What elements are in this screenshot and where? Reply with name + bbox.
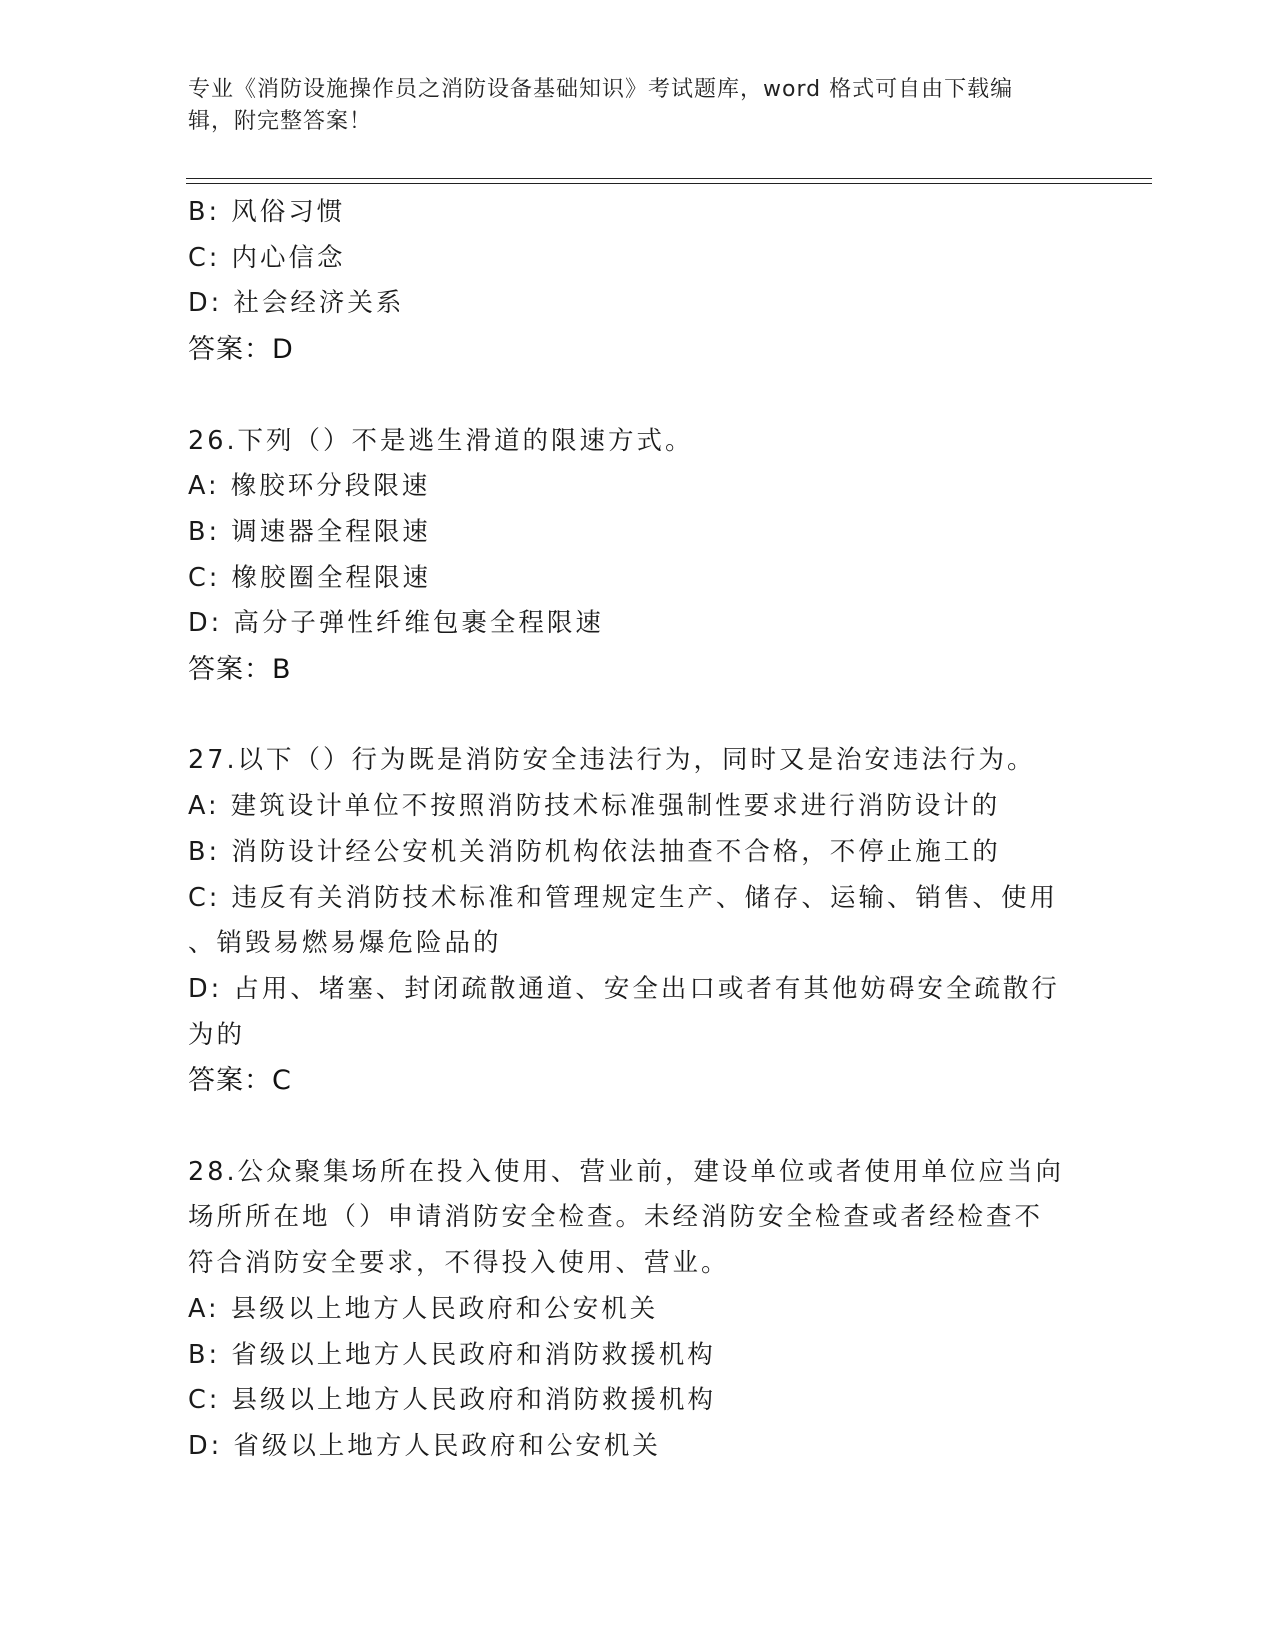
answer-line: 答案：B: [188, 654, 292, 686]
question-stem: 27.以下（）行为既是消防安全违法行为，同时又是治安违法行为。: [188, 745, 1036, 776]
option-b: B: 省级以上地方人民政府和消防救援机构: [188, 1339, 716, 1370]
option-d: D: 社会经济关系: [188, 288, 405, 319]
question-26: [188, 419, 1088, 693]
option-c: C: 橡胶圈全程限速: [188, 562, 432, 593]
question-27: [188, 738, 1088, 1104]
option-d-continued: 为的: [188, 1019, 246, 1050]
header-line-2: 辑，附完整答案！: [188, 109, 373, 134]
option-c: C: 内心信念: [188, 242, 346, 273]
question-stem-continued: 符合消防安全要求，不得投入使用、营业。: [188, 1248, 730, 1279]
option-b: B: 调速器全程限速: [188, 516, 431, 547]
option-c-continued: 、销毁易燃易爆危险品的: [188, 928, 502, 959]
option-a: A: 橡胶环分段限速: [188, 471, 431, 502]
answer-line: 答案：D: [188, 334, 294, 366]
option-d: D: 省级以上地方人民政府和公安机关: [188, 1430, 661, 1461]
question-stem: 28.公众聚集场所在投入使用、营业前，建设单位或者使用单位应当向: [188, 1156, 1065, 1187]
question-25-tail: [188, 190, 1088, 373]
question-stem: 26.下列（）不是逃生滑道的限速方式。: [188, 425, 694, 456]
option-c: C: 违反有关消防技术标准和管理规定生产、储存、运输、销售、使用: [188, 882, 1059, 913]
question-28: [188, 1150, 1088, 1470]
option-c: C: 县级以上地方人民政府和消防救援机构: [188, 1385, 717, 1416]
option-a: A: 建筑设计单位不按照消防技术标准强制性要求进行消防设计的: [188, 791, 1001, 822]
header-divider-top: [186, 178, 1152, 179]
answer-line: 答案：C: [188, 1065, 292, 1097]
option-a: A: 县级以上地方人民政府和公安机关: [188, 1293, 659, 1324]
spacer: [188, 693, 1088, 739]
question-list: [188, 190, 1088, 1470]
option-d: D: 占用、堵塞、封闭疏散通道、安全出口或者有其他妨碍安全疏散行: [188, 973, 1060, 1004]
spacer: [188, 373, 1088, 419]
option-b: B: 消防设计经公安机关消防机构依法抽查不合格，不停止施工的: [188, 836, 1001, 867]
header-divider-bottom: [186, 183, 1152, 184]
spacer: [188, 1104, 1088, 1150]
option-b: B: 风俗习惯: [188, 197, 346, 227]
question-stem-continued: 场所所在地（）申请消防安全检查。未经消防安全检查或者经检查不: [188, 1202, 1044, 1233]
option-d: D: 高分子弹性纤维包裹全程限速: [188, 608, 604, 639]
header-line-1: 专业《消防设施操作员之消防设备基础知识》考试题库，word 格式可自由下载编: [188, 77, 1014, 102]
document-header: [188, 74, 1068, 138]
